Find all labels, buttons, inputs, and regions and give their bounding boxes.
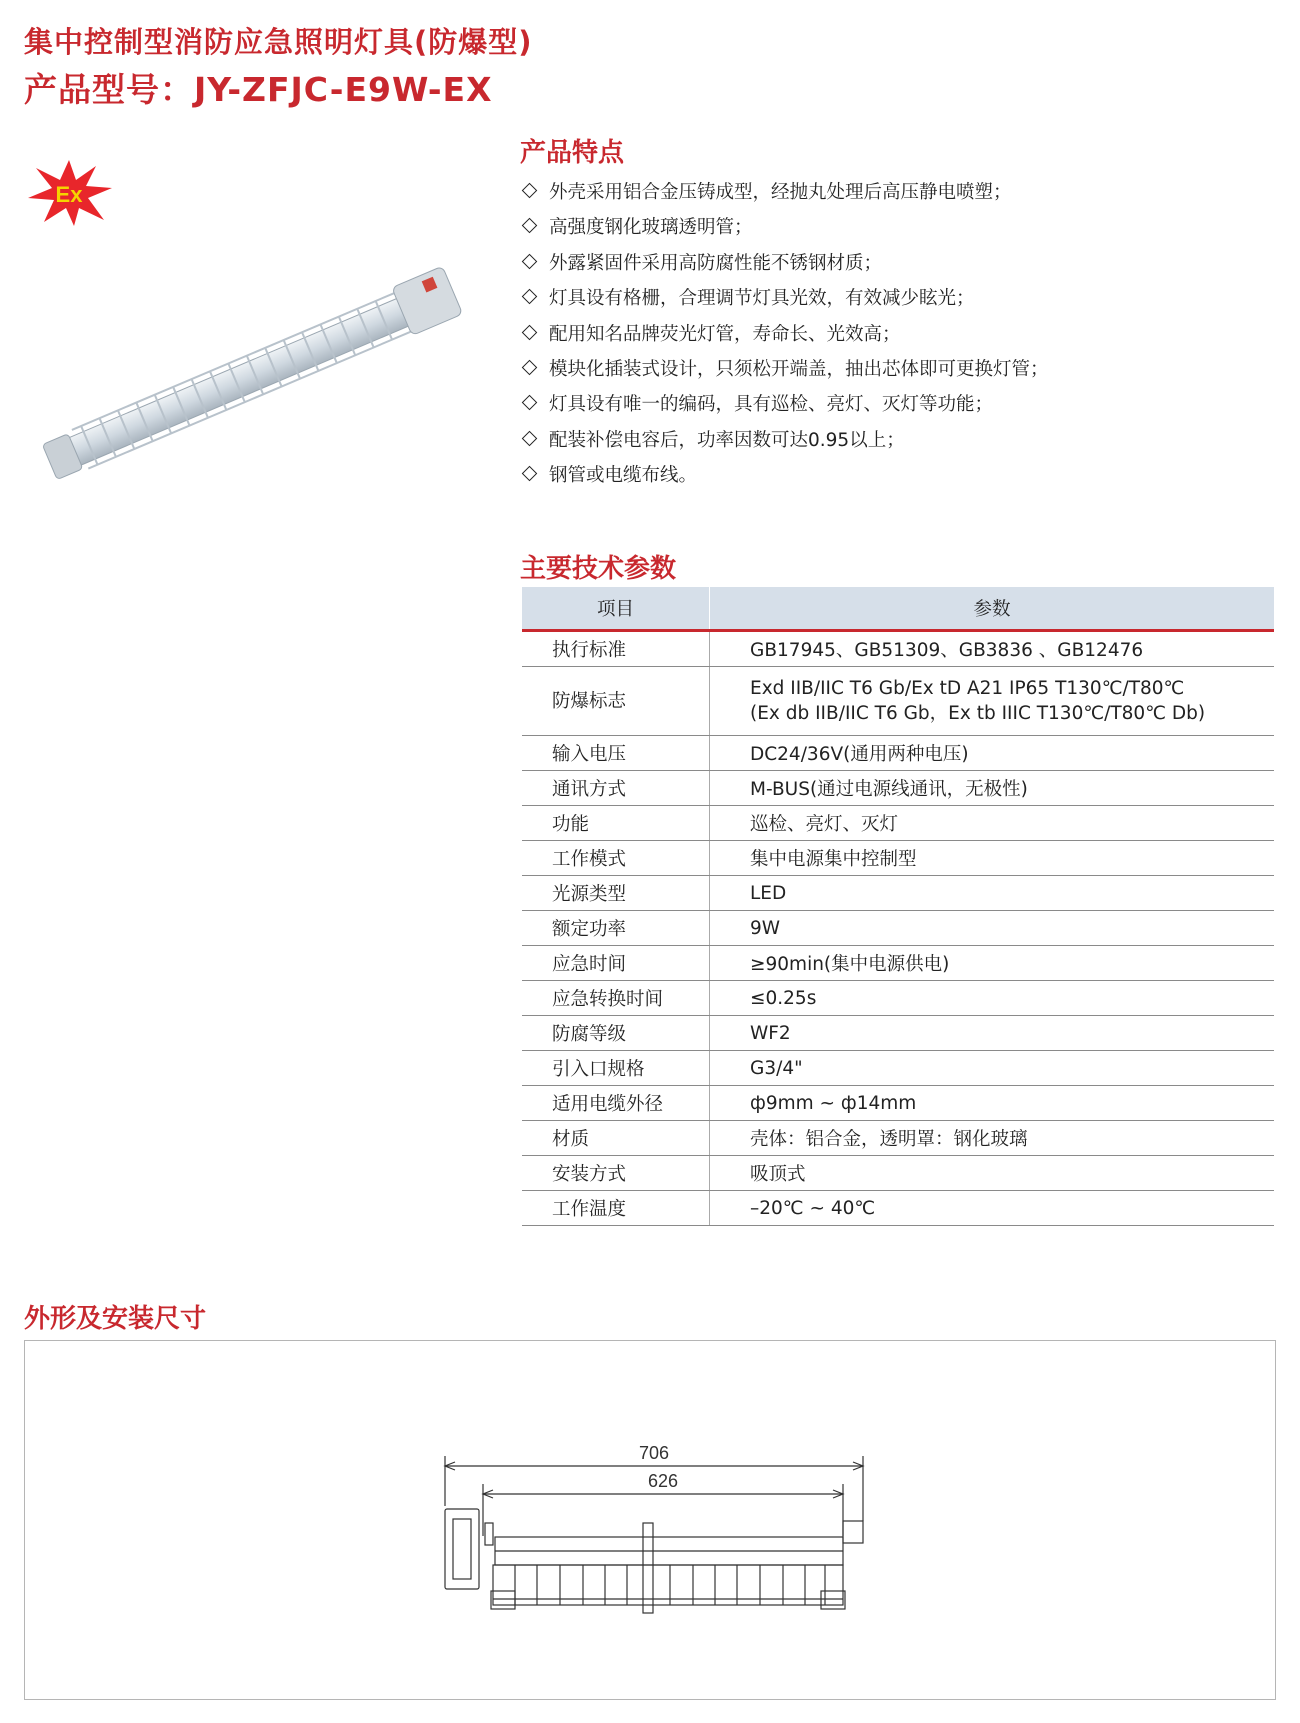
table-header-row	[522, 587, 1274, 631]
table-row: 防腐等级 WF2	[522, 1016, 1274, 1051]
dimension-drawing	[25, 1341, 1275, 1699]
list-item: 钢管或电缆布线。	[520, 458, 1049, 493]
list-item: 外露紧固件采用高防腐性能不锈钢材质；	[520, 246, 1049, 281]
features-list	[520, 175, 1049, 494]
diamond-bullet-icon	[522, 360, 538, 376]
dimensions-title: 外形及安装尺寸	[24, 1304, 207, 1334]
list-item: 配用知名品牌荧光灯管，寿命长、光效高；	[520, 317, 1049, 352]
table-row: 引入口规格 G3/4"	[522, 1051, 1274, 1086]
table-row: 适用电缆外径 ф9mm ~ ф14mm	[522, 1086, 1274, 1121]
dimension-drawing-frame	[24, 1340, 1276, 1700]
table-row: 防爆标志 Exd IIB/IIC T6 Gb/Ex tD A21 IP65 T130℃/T80℃ (Ex db IIB/IIC T6 Gb，Ex tb IIIC T130℃/T80℃ Db)	[522, 667, 1274, 736]
table-row: 工作温度 –20℃ ~ 40℃	[522, 1191, 1274, 1226]
diamond-bullet-icon	[522, 324, 538, 340]
diamond-bullet-icon	[522, 218, 538, 234]
list-item: 灯具设有唯一的编码，具有巡检、亮灯、灭灯等功能；	[520, 387, 1049, 422]
product-model: 产品型号：JY-ZFJC-E9W-EX	[24, 70, 493, 109]
specs-table	[522, 587, 1274, 1226]
table-row: 输入电压 DC24/36V(通用两种电压)	[522, 736, 1274, 771]
ex-badge-label: Ex	[55, 182, 83, 207]
table-row: 应急时间 ≥90min(集中电源供电)	[522, 946, 1274, 981]
list-item: 模块化插装式设计，只须松开端盖，抽出芯体即可更换灯管；	[520, 352, 1049, 387]
diamond-bullet-icon	[522, 466, 538, 482]
diamond-bullet-icon	[522, 289, 538, 305]
diamond-bullet-icon	[522, 183, 538, 199]
specs-title: 主要技术参数	[520, 554, 677, 584]
table-row: 材质 壳体：铝合金，透明罩：钢化玻璃	[522, 1121, 1274, 1156]
list-item: 高强度钢化玻璃透明管；	[520, 210, 1049, 245]
table-row: 功能 巡检、亮灯、灭灯	[522, 806, 1274, 841]
list-item: 外壳采用铝合金压铸成型，经抛丸处理后高压静电喷塑；	[520, 175, 1049, 210]
table-row: 应急转换时间 ≤0.25s	[522, 981, 1274, 1016]
overall-length-label: 706	[638, 1443, 670, 1463]
table-row: 工作模式 集中电源集中控制型	[522, 841, 1274, 876]
table-row: 安装方式 吸顶式	[522, 1156, 1274, 1191]
column-header-value: 参数	[710, 587, 1275, 631]
table-row: 执行标准 GB17945、GB51309、GB3836 、GB12476	[522, 631, 1274, 667]
table-row: 光源类型 LED	[522, 876, 1274, 911]
diamond-bullet-icon	[522, 430, 538, 446]
column-header-item: 项目	[522, 587, 710, 631]
features-title: 产品特点	[520, 138, 625, 168]
table-row: 通讯方式 M-BUS(通过电源线通讯，无极性)	[522, 771, 1274, 806]
product-photo	[20, 250, 490, 500]
diamond-bullet-icon	[522, 254, 538, 270]
mounting-length-label: 626	[647, 1471, 679, 1491]
table-row: 额定功率 9W	[522, 911, 1274, 946]
ex-explosion-badge-icon	[24, 158, 114, 228]
list-item: 灯具设有格栅，合理调节灯具光效，有效减少眩光；	[520, 281, 1049, 316]
list-item: 配装补偿电容后，功率因数可达0.95以上；	[520, 423, 1049, 458]
product-title: 集中控制型消防应急照明灯具(防爆型)	[24, 25, 533, 59]
diamond-bullet-icon	[522, 395, 538, 411]
